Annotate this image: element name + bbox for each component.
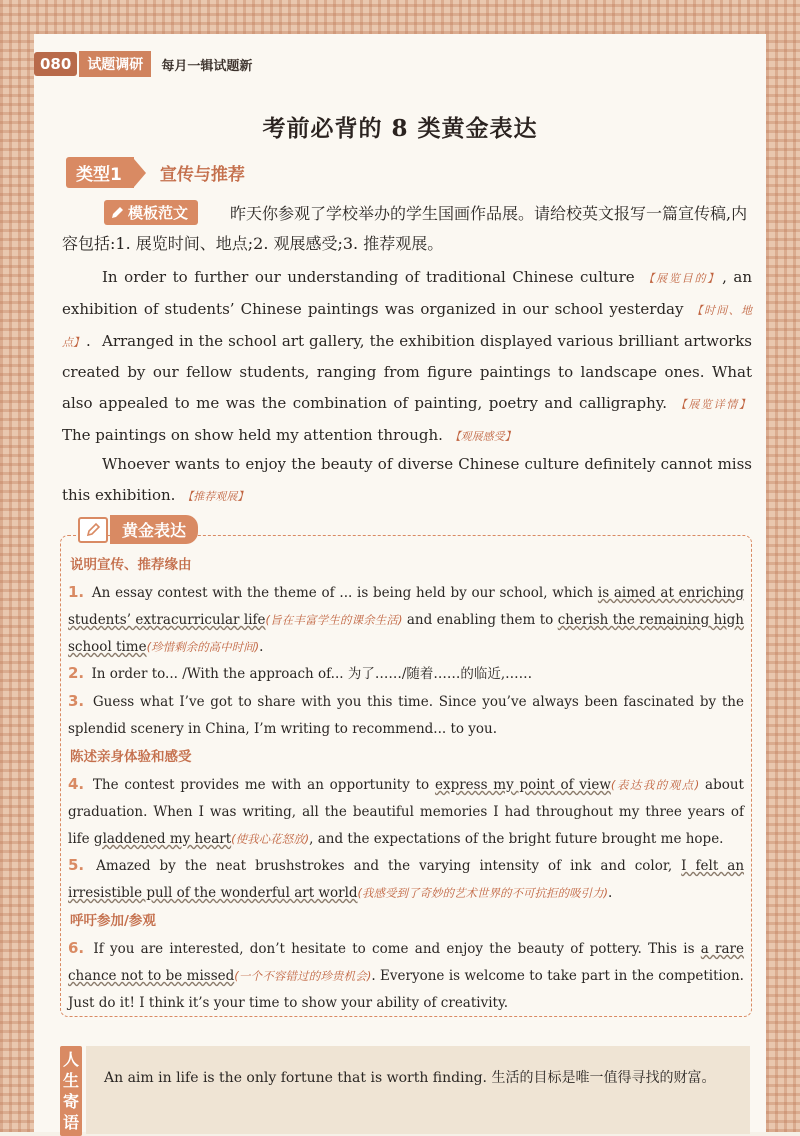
- list-item: [68, 688, 744, 743]
- item-text: Amazed by the neat brushstrokes and the varying intensity of ink and color,: [96, 858, 673, 874]
- page-title: 考前必背的 8 类黄金表达: [262, 115, 538, 142]
- item-number: 5.: [68, 856, 85, 874]
- edit-icon: [78, 517, 108, 543]
- phrase-translation: (表达我的观点): [610, 778, 700, 792]
- header-slogan: 每月一辑试题新: [161, 58, 253, 74]
- key-phrase: I felt an irresistible pull of the wonderful art world: [68, 858, 745, 901]
- essay-text: Arranged in the school art gallery, the exhibition displayed various brilliant artworks created by our fellow students, ranging from figure paintings to landscape ones. What also appealed to me was the combination of painting, poetry and calligraphy.: [62, 332, 752, 412]
- item-number: 1.: [68, 583, 85, 601]
- writing-prompt: 昨天你参观了学校举办的学生国画作品展。请给校英文报写一篇宣传稿,内容包括:1. 展览时间、地点;2. 观展感受;3. 推荐观展。: [62, 204, 748, 253]
- list-item: [68, 660, 744, 688]
- essay-annotation: 【推荐观展】: [182, 490, 249, 503]
- key-phrase: is aimed at enriching students’ extracurricular life: [68, 585, 745, 628]
- item-text: , and the expectations of the bright future brought me hope.: [309, 831, 724, 847]
- item-number: 4.: [68, 775, 85, 793]
- essay-text: .: [86, 332, 91, 350]
- list-item: [68, 771, 744, 853]
- item-text: and enabling them to: [406, 612, 554, 628]
- item-text: An essay contest with the theme of ... is being held by our school, which: [91, 585, 594, 601]
- list-item: [68, 579, 744, 661]
- page-header: [34, 50, 252, 78]
- key-phrase: express my point of view: [434, 777, 611, 793]
- page-border-top: [0, 0, 800, 34]
- quote-tag: 人生寄语: [60, 1046, 82, 1136]
- phrase-translation: (我感受到了奇妙的艺术世界的不可抗拒的吸引力): [357, 886, 609, 900]
- essay-paragraph-3: [62, 449, 752, 512]
- list-item: [68, 935, 744, 1017]
- item-text: about graduation. When I was writing, all the beautiful memories I had throughout my three years of life: [68, 777, 744, 847]
- type-label: 类型1: [66, 157, 134, 188]
- item-text: The contest provides me with an opportunity to: [92, 777, 430, 793]
- page-border-left: [0, 0, 34, 1132]
- essay-annotation: 【时间、地点】: [62, 304, 752, 349]
- essay-text: In order to further our understanding of traditional Chinese culture: [102, 268, 635, 286]
- key-phrase: cherish the remaining high school time: [68, 612, 744, 655]
- phrase-translation: (使我心花怒放): [231, 832, 310, 846]
- phrase-translation: (珍惜剩余的高中时间): [146, 640, 260, 654]
- essay-text: , an exhibition of students’ Chinese paintings was organized in our school yesterday: [62, 268, 753, 318]
- essay-annotation: 【展览详情】: [675, 398, 750, 411]
- item-number: 6.: [68, 939, 85, 957]
- chevron-right-icon: [134, 159, 146, 187]
- item-text: .: [608, 885, 613, 901]
- template-tag-label: 模板范文: [128, 204, 189, 222]
- key-phrase: a rare chance not to be missed: [68, 941, 745, 984]
- template-tag: [104, 200, 198, 225]
- item-number: 2.: [68, 664, 85, 682]
- gold-label: 黄金表达: [110, 515, 198, 544]
- section-heading: 陈述亲身体验和感受: [70, 749, 192, 765]
- page-border-right: [766, 0, 800, 1132]
- key-phrase: gladdened my heart: [93, 831, 232, 847]
- item-text: . Everyone is welcome to take part in the competition. Just do it! I think it’s your time to show your ability of creativity.: [68, 968, 744, 1011]
- essay-paragraph-2: [62, 326, 752, 452]
- quote-text: An aim in life is the only fortune that is worth finding. 生活的目标是唯一值得寻找的财富。: [104, 1070, 716, 1086]
- essay-text: Whoever wants to enjoy the beauty of diverse Chinese culture definitely cannot miss this exhibition.: [62, 455, 752, 504]
- item-number: 3.: [68, 692, 85, 710]
- phrase-translation: (一个不容错过的珍贵机会): [234, 969, 372, 983]
- type-name: 宣传与推荐: [159, 165, 245, 185]
- item-text: .: [259, 639, 264, 655]
- item-text: Guess what I’ve got to share with you this time. Since you’ve always been fascinated by the splendid scenery in China, I’m writing to recommend... to you.: [68, 694, 744, 737]
- essay-annotation: 【展览目的】: [643, 272, 721, 285]
- phrase-translation: (旨在丰富学生的课余生活): [265, 613, 403, 627]
- pencil-icon: [110, 206, 124, 220]
- essay-annotation: 【观展感受】: [449, 430, 516, 443]
- column-name: 试题调研: [79, 51, 151, 77]
- type-tag: [66, 157, 245, 188]
- item-text: If you are interested, don’t hesitate to come and enjoy the beauty of pottery. This is: [93, 941, 695, 957]
- list-item: [68, 852, 744, 907]
- gold-tag: [78, 515, 198, 544]
- section-heading: 呼吁参加/参观: [70, 913, 156, 929]
- item-text: In order to... /With the approach of... 为了……/随着……的临近,……: [91, 666, 533, 682]
- page-number: 080: [34, 52, 77, 76]
- essay-text: The paintings on show held my attention through.: [62, 426, 443, 444]
- section-heading: 说明宣传、推荐缘由: [70, 557, 192, 573]
